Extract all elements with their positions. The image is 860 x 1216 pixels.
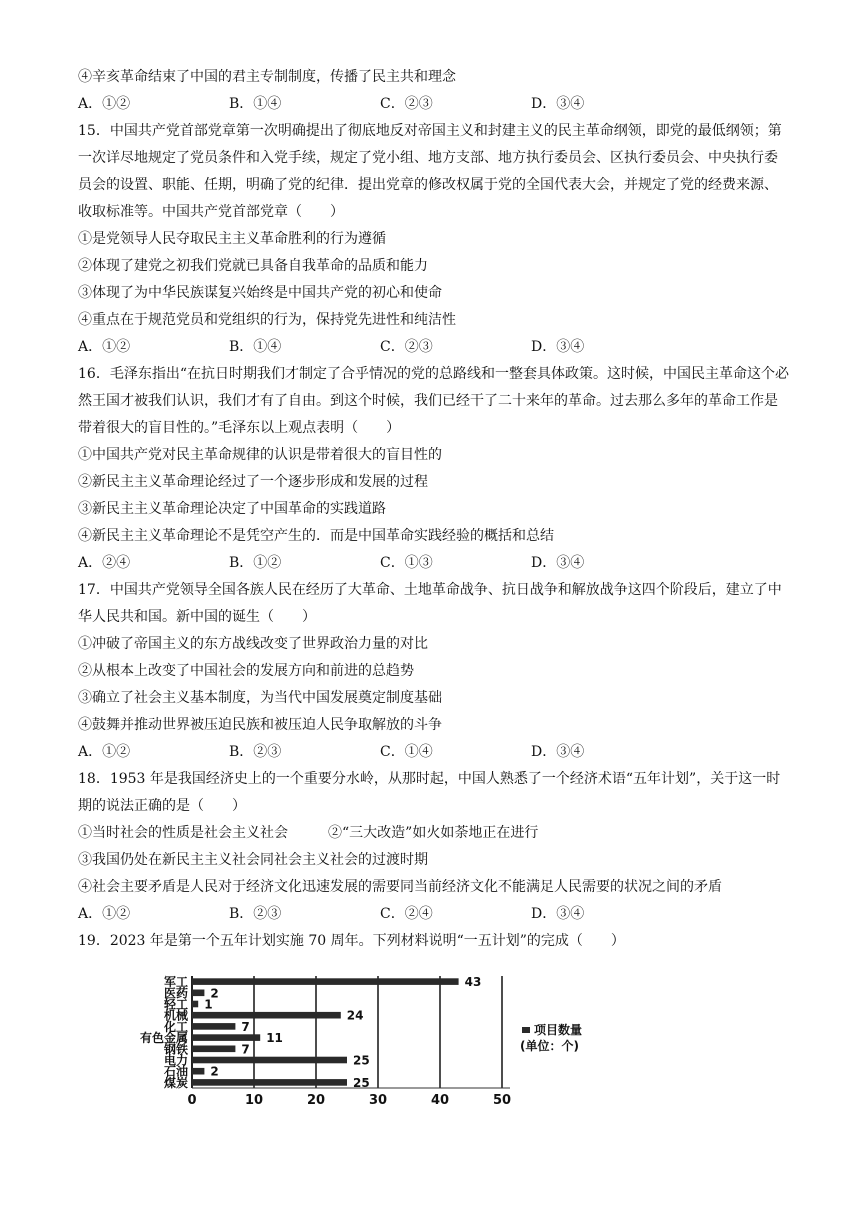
q14-item-4: ④辛亥革命结束了中国的君主专制制度，传播了民主共和理念 (78, 69, 456, 85)
tick-label: 40 (430, 1093, 450, 1108)
q15-option-b[interactable]: B．①④ (229, 339, 282, 355)
bar-chart-svg (80, 972, 660, 1112)
q14-option-a[interactable]: A．①② (78, 96, 131, 112)
legend-unit: (单位：个) (520, 1039, 579, 1053)
q18-stem: 18．1953 年是我国经济史上的一个重要分水岭，从那时起，中国人熟悉了一个经济术语“五年计划”，关于这一时期的说法正确的是（ ） (78, 771, 781, 814)
category-label: 医药 (163, 986, 188, 1001)
q15-item-3: ③体现了为中华民族谋复兴始终是中国共产党的初心和使命 (78, 285, 442, 301)
bar-医药 (192, 990, 204, 997)
q16-stem: 16．毛泽东指出“在抗日时期我们才制定了合乎情况的党的总路线和一整套具体政策。这时候，中国民主革命这个必然王国才被我们认识，我们才有了自由。到这个时候，我们已经干了二十来年的革命。过去那么多年的革命工作是带着很大的盲目性的。”毛泽东以上观点表明（ ） (78, 366, 789, 436)
q17-item-1: ①冲破了帝国主义的东方战线改变了世界政治力量的对比 (78, 636, 428, 652)
q15-options (78, 334, 790, 361)
tick-label: 50 (492, 1093, 512, 1108)
bar-轻工 (192, 1001, 198, 1008)
q14-option-c[interactable]: C．②③ (380, 96, 433, 112)
bar-石油 (192, 1068, 204, 1075)
value-label: 7 (241, 1042, 250, 1057)
q17-stem: 17．中国共产党领导全国各族人民在经历了大革命、土地革命战争、抗日战争和解放战争这四个阶段后，建立了中华人民共和国。新中国的诞生（ ） (78, 582, 782, 625)
q16-option-c[interactable]: C．①③ (380, 555, 433, 571)
q15-stem: 15．中国共产党首部党章第一次明确提出了彻底地反对帝国主义和封建主义的民主革命纲领，即党的最低纲领；第一次详尽地规定了党员条件和入党手续，规定了党小组、地方支部、地方执行委员会、区执行委员会、中央执行委员会的设置、职能、任期，明确了党的纪律．提出党章的修改权属于党的全国代表大会，并规定了党的经费来源、收取标准等。中国共产党首部党章（ ） (78, 123, 782, 220)
q16-item-1: ①中国共产党对民主革命规律的认识是带着很大的盲目性的 (78, 447, 442, 463)
value-label: 1 (204, 997, 213, 1012)
q15-item-2: ②体现了建党之初我们党就已具备自我革命的品质和能力 (78, 258, 428, 274)
tick-label: 20 (306, 1093, 326, 1108)
q16-options (78, 550, 790, 577)
value-label: 25 (353, 1053, 370, 1068)
category-label: 石油 (163, 1064, 188, 1079)
bar-机械 (192, 1012, 341, 1019)
q16-option-a[interactable]: A．②④ (78, 555, 131, 571)
bar-化工 (192, 1023, 235, 1030)
tick-label: 10 (244, 1093, 264, 1108)
bar-钢铁 (192, 1046, 235, 1053)
q16-item-4: ④新民主主义革命理论不是凭空产生的．而是中国革命实践经验的概括和总结 (78, 528, 554, 544)
q17-option-d[interactable]: D．③④ (531, 744, 585, 760)
q18-item-4: ④社会主要矛盾是人民对于经济文化迅速发展的需要同当前经济文化不能满足人民需要的状况之间的矛盾 (78, 879, 722, 895)
q16-option-d[interactable]: D．③④ (531, 555, 585, 571)
q16-item-2: ②新民主主义革命理论经过了一个逐步形成和发展的过程 (78, 474, 428, 490)
value-label: 11 (266, 1031, 283, 1046)
q14-option-d[interactable]: D．③④ (531, 96, 585, 112)
q18-option-d[interactable]: D．③④ (531, 906, 585, 922)
q18-option-b[interactable]: B．②③ (229, 906, 282, 922)
bar-煤炭 (192, 1079, 347, 1086)
value-label: 2 (210, 1064, 219, 1079)
category-label: 化工 (163, 1019, 188, 1034)
q18-items-1-2 (78, 820, 790, 847)
q18-item-2: ②“三大改造”如火如荼地正在进行 (328, 825, 539, 841)
category-label: 轻工 (163, 997, 188, 1012)
q17-option-b[interactable]: B．②③ (229, 744, 282, 760)
legend-label: 项目数量 (534, 1023, 583, 1037)
value-label: 43 (464, 975, 482, 990)
q15-item-4: ④重点在于规范党员和党组织的行为，保持党先进性和纯洁性 (78, 312, 456, 328)
q17-option-c[interactable]: C．①④ (380, 744, 433, 760)
category-label: 军工 (163, 975, 188, 990)
project-count-chart (80, 972, 660, 1112)
category-label: 机械 (163, 1008, 188, 1023)
q17-item-3: ③确立了社会主义基本制度，为当代中国发展奠定制度基础 (78, 690, 442, 706)
value-label: 24 (346, 1008, 364, 1023)
q15-option-d[interactable]: D．③④ (531, 339, 585, 355)
tick-label: 0 (187, 1093, 197, 1108)
question-sheet (78, 64, 790, 955)
value-label: 2 (210, 986, 219, 1001)
category-label: 电力 (163, 1053, 188, 1068)
q19-stem: 19．2023 年是第一个五年计划实施 70 周年。下列材料说明“一五计划”的完成（ ） (78, 933, 625, 949)
value-label: 7 (241, 1019, 250, 1034)
q18-option-c[interactable]: C．②④ (380, 906, 433, 922)
q16-option-b[interactable]: B．①② (229, 555, 282, 571)
q15-option-c[interactable]: C．②③ (380, 339, 433, 355)
value-label: 25 (353, 1075, 370, 1090)
q17-item-4: ④鼓舞并推动世界被压迫民族和被压迫人民争取解放的斗争 (78, 717, 442, 733)
category-label: 钢铁 (163, 1042, 188, 1057)
q15-item-1: ①是党领导人民夺取民主主义革命胜利的行为遵循 (78, 231, 386, 247)
legend-swatch (522, 1027, 530, 1033)
q17-item-2: ②从根本上改变了中国社会的发展方向和前进的总趋势 (78, 663, 414, 679)
tick-label: 30 (368, 1093, 388, 1108)
category-label: 煤炭 (163, 1075, 188, 1090)
bar-有色金属 (192, 1034, 260, 1041)
q18-item-1: ①当时社会的性质是社会主义社会 (78, 825, 288, 841)
bar-电力 (192, 1057, 347, 1064)
q14-option-b[interactable]: B．①④ (229, 96, 282, 112)
q18-item-3: ③我国仍处在新民主主义社会同社会主义社会的过渡时期 (78, 852, 428, 868)
q18-options (78, 901, 790, 928)
q17-option-a[interactable]: A．①② (78, 744, 131, 760)
q14-options (78, 91, 790, 118)
bar-军工 (192, 978, 459, 985)
q15-option-a[interactable]: A．①② (78, 339, 131, 355)
q16-item-3: ③新民主主义革命理论决定了中国革命的实践道路 (78, 501, 386, 517)
q18-option-a[interactable]: A．①② (78, 906, 131, 922)
q17-options (78, 739, 790, 766)
category-label: 有色金属 (139, 1031, 188, 1046)
